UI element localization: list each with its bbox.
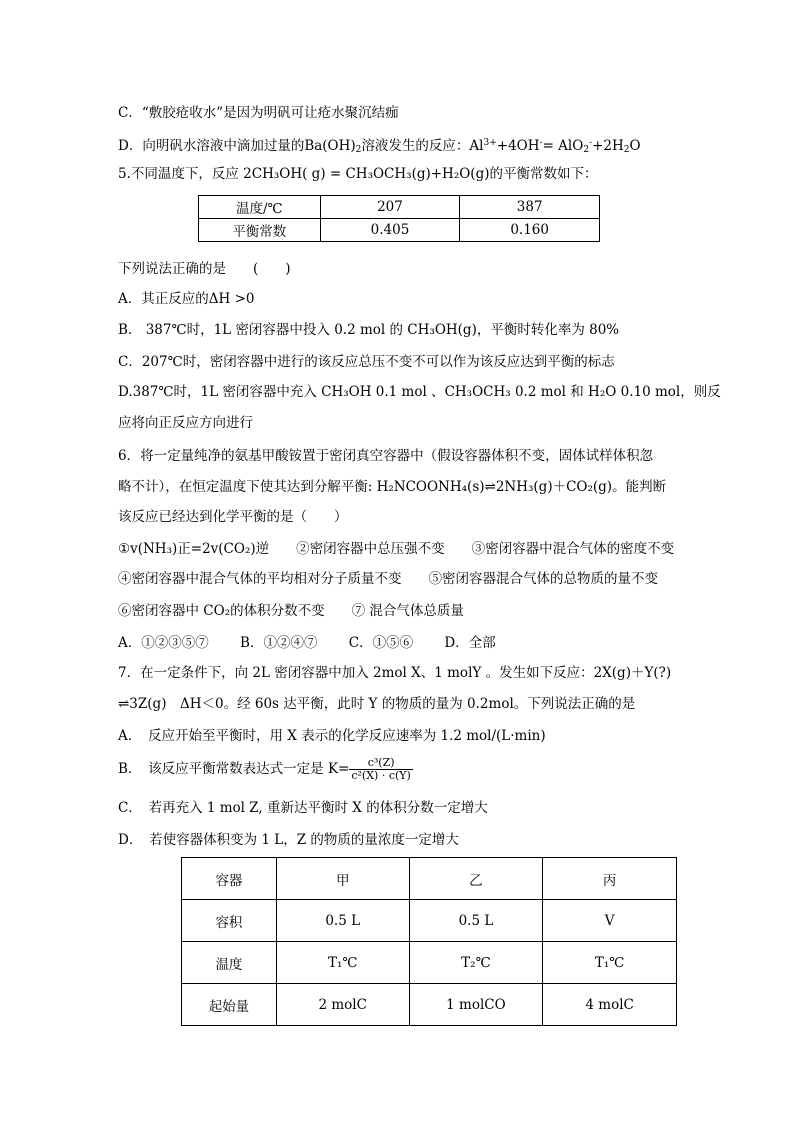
q4-option-d: D．向明矾水溶液中滴加过量的$Ba(OH)_2$溶液发生的反应：$Al^{3+}+4OH^-= AlO_2^-+2H_2O$ <box>118 138 641 155</box>
equilibrium-constant-fraction: $\frac{\text{c³(Z)}}{\text{c²(X) · c(Y)}}$ <box>351 756 411 782</box>
container-table <box>181 857 677 1026</box>
table-cell: 0.5 L <box>276 900 409 942</box>
table-cell: 平衡常数 <box>199 219 321 242</box>
table-row <box>199 219 600 242</box>
table-cell: T₂℃ <box>409 942 543 984</box>
q5-option-d-line2: 应将向正反应方向进行 <box>118 415 253 431</box>
q6-condition-line3: ⑥密闭容器中 CO₂的体积分数不变 ⑦ 混合气体总质量 <box>118 603 464 619</box>
q7-option-c: C． 若再充入 1 mol Z, 重新达平衡时 X 的体积分数一定增大 <box>118 800 488 816</box>
table-cell: 1 molCO <box>409 984 543 1026</box>
table-cell: T₁℃ <box>276 942 409 984</box>
table-cell: 4 molC <box>543 984 677 1026</box>
q6-stem-line3: 该反应已经达到化学平衡的是（ ） <box>118 509 348 525</box>
table-row <box>182 858 677 900</box>
table-cell: 起始量 <box>182 984 277 1026</box>
q6-stem-line1: 6．将一定量纯净的氨基甲酸铵置于密闭真空容器中（假设容器体积不变，固体试样体积忽 <box>118 448 654 464</box>
table-row <box>182 942 677 984</box>
q6-options: A．①②③⑤⑦ B．①②④⑦ C．①⑤⑥ D．全部 <box>118 635 496 651</box>
q5-option-d-line1: D.387℃时，1L 密闭容器中充入 CH₃OH 0.1 mol 、CH₃OCH₃ 0.2 mol 和 H₂O 0.10 mol，则反 <box>118 384 721 400</box>
table-cell: 0.160 <box>460 219 600 242</box>
table-cell: V <box>543 900 677 942</box>
q6-condition-line2: ④密闭容器中混合气体的平均相对分子质量不变 ⑤密闭容器混合气体的总物质的量不变 <box>118 571 658 587</box>
q5-option-b: B. 387℃时，1L 密闭容器中投入 0.2 mol 的 CH₃OH(g)，平衡时转化率为 80% <box>118 322 620 338</box>
table-header: 乙 <box>409 858 543 900</box>
q4-option-c: C．“敷胶疮收水”是因为明矾可让疮水聚沉结痂 <box>118 105 399 121</box>
q7-option-b: B． 该反应平衡常数表达式一定是 K= $\frac{\text{c³(Z)}}{\text{c²(X) · c(Y)}}$ <box>118 756 411 782</box>
q7-option-a: A． 反应开始至平衡时，用 X 表示的化学反应速率为 1.2 mol/(L·min) <box>118 728 546 744</box>
q6-stem-line2: 略不计），在恒定温度下使其达到分解平衡: H₂NCOONH₄(s)⇌2NH₃(g)＋CO₂(g)。能判断 <box>118 479 667 495</box>
table-header: 丙 <box>543 858 677 900</box>
table-cell: 0.405 <box>320 219 460 242</box>
table-cell: T₁℃ <box>543 942 677 984</box>
q7-stem-line1: 7．在一定条件下，向 2L 密闭容器中加入 2mol X、1 molY 。发生如下反应：2X(g)＋Y(?) <box>118 665 672 681</box>
table-cell: 207 <box>320 196 460 219</box>
q7-stem-line2: ⇌3Z(g) ΔH＜0。经 60s 达平衡，此时 Y 的物质的量为 0.2mol。下列说法正确的是 <box>118 696 636 712</box>
q6-condition-line1: ①v(NH₃)正=2v(CO₂)逆 ②密闭容器中总压强不变 ③密闭容器中混合气体的密度不变 <box>118 541 675 557</box>
table-header: 甲 <box>276 858 409 900</box>
table-cell: 温度 <box>182 942 277 984</box>
table-cell: 温度/℃ <box>199 196 321 219</box>
q5-equilibrium-table <box>198 195 600 242</box>
table-row <box>199 196 600 219</box>
q5-prompt: 下列说法正确的是 ( ) <box>118 261 291 277</box>
table-cell: 2 molC <box>276 984 409 1026</box>
table-cell: 容积 <box>182 900 277 942</box>
q5-option-a: A．其正反应的ΔH >0 <box>118 291 255 307</box>
q5-stem: 5.不同温度下，反应 2CH₃OH( g) = CH₃OCH₃(g)+H₂O(g)的平衡常数如下： <box>118 166 598 182</box>
table-row <box>182 900 677 942</box>
q7-option-d: D． 若使容器体积变为 1 L，Z 的物质的量浓度一定增大 <box>118 832 459 848</box>
q5-option-c: C．207℃时，密闭容器中进行的该反应总压不变不可以作为该反应达到平衡的标志 <box>118 354 615 370</box>
table-header: 容器 <box>182 858 277 900</box>
table-cell: 0.5 L <box>409 900 543 942</box>
table-cell: 387 <box>460 196 600 219</box>
table-row <box>182 984 677 1026</box>
